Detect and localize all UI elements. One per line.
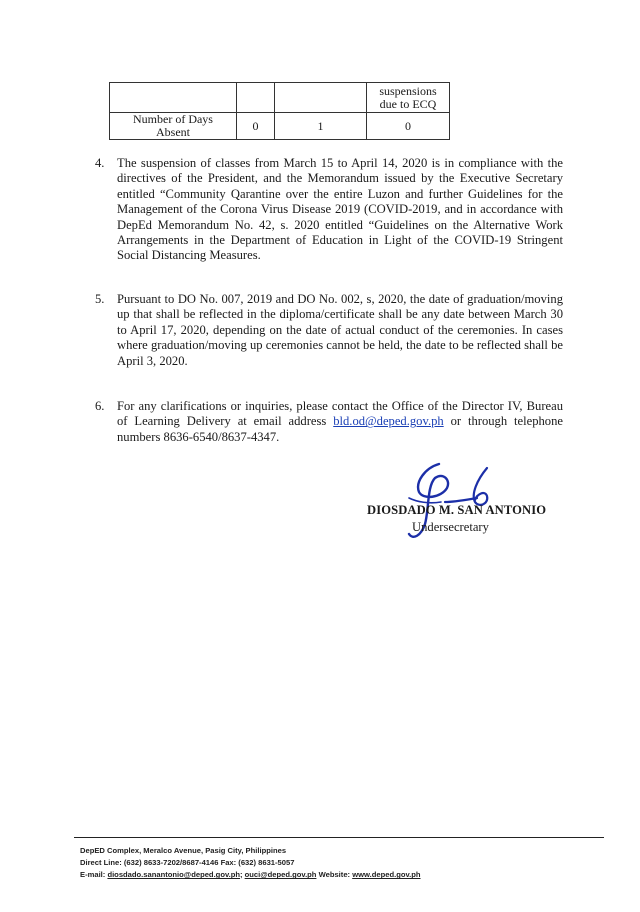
table-cell bbox=[110, 83, 237, 113]
table-cell: 0 bbox=[237, 113, 275, 140]
paragraph-text: or through telephone numbers 8636-6540/8637-4347. bbox=[117, 414, 563, 444]
paragraph-text: For any clarifications or inquiries, please contact the Office of the Director IV, Bureau of Learning Delivery at email address bbox=[117, 399, 563, 429]
paragraph-text: Pursuant to DO No. 007, 2019 and DO No. 002, s, 2020, the date of graduation/moving up that shall be reflected in the diploma/certificate shall be any date between March 30 to April 17, 2020, depending on the date of actual conduct of the ceremonies. In cases where graduation/moving up ceremonies cannot be held, the date to be reflected shall be April 3, 2020. bbox=[117, 292, 563, 368]
cell-text: suspensions bbox=[379, 83, 437, 98]
table-row bbox=[110, 113, 450, 140]
signatory-title: Undersecretary bbox=[412, 520, 489, 534]
cell-text: due to ECQ bbox=[379, 96, 437, 111]
table-cell bbox=[275, 83, 367, 113]
table-cell: 1 bbox=[275, 113, 367, 140]
paragraph-6 bbox=[95, 399, 563, 445]
footer-email-link[interactable]: diosdado.sanantonio@deped.gov.ph bbox=[107, 870, 240, 880]
paragraph-number: 6. bbox=[95, 399, 105, 413]
email-link[interactable]: bld.od@deped.gov.ph bbox=[333, 414, 444, 429]
footer bbox=[80, 845, 421, 882]
separator: ; bbox=[240, 870, 245, 880]
footer-email-link[interactable]: ouci@deped.gov.ph bbox=[244, 870, 317, 880]
signatory-name: DIOSDADO M. SAN ANTONIO bbox=[367, 503, 547, 517]
table-cell: 0 bbox=[367, 113, 450, 140]
table-cell bbox=[367, 83, 450, 113]
website-link[interactable]: www.deped.gov.ph bbox=[352, 870, 421, 880]
row-label: Number of Days bbox=[133, 112, 213, 126]
row-label: Absent bbox=[156, 125, 190, 139]
email-label: E-mail: bbox=[80, 870, 108, 880]
paragraph-4 bbox=[95, 156, 563, 264]
footer-phones: Direct Line: (632) 8633-7202/8687-4146 Fax: (632) 8631-5057 bbox=[80, 858, 295, 868]
paragraph-text: The suspension of classes from March 15 to April 14, 2020 is in compliance with the directives of the President, and the Memorandum issued by the Executive Secretary entitled “Community Qarantine over the entire Luzon and further Guidelines for the Management of the Corona Virus Disease 2019 (COVID-2019, and in accordance with DepEd Memorandum No. 42, s. 2020 entitled “Guidelines on the Alternative Work Arrangements in the Department of Education in Light of the COVID-19 Stringent Social Distancing Measures. bbox=[117, 156, 563, 263]
paragraph-5 bbox=[95, 292, 563, 369]
attendance-table bbox=[109, 82, 450, 140]
website-label: Website: bbox=[316, 870, 353, 880]
footer-address: DepED Complex, Meralco Avenue, Pasig City, Philippines bbox=[80, 846, 287, 855]
footer-contacts bbox=[80, 869, 421, 881]
footer-divider bbox=[74, 837, 604, 838]
table-row bbox=[110, 83, 450, 113]
table-cell bbox=[237, 83, 275, 113]
table-cell bbox=[110, 113, 237, 140]
paragraph-number: 4. bbox=[95, 156, 105, 170]
paragraph-number: 5. bbox=[95, 292, 105, 306]
